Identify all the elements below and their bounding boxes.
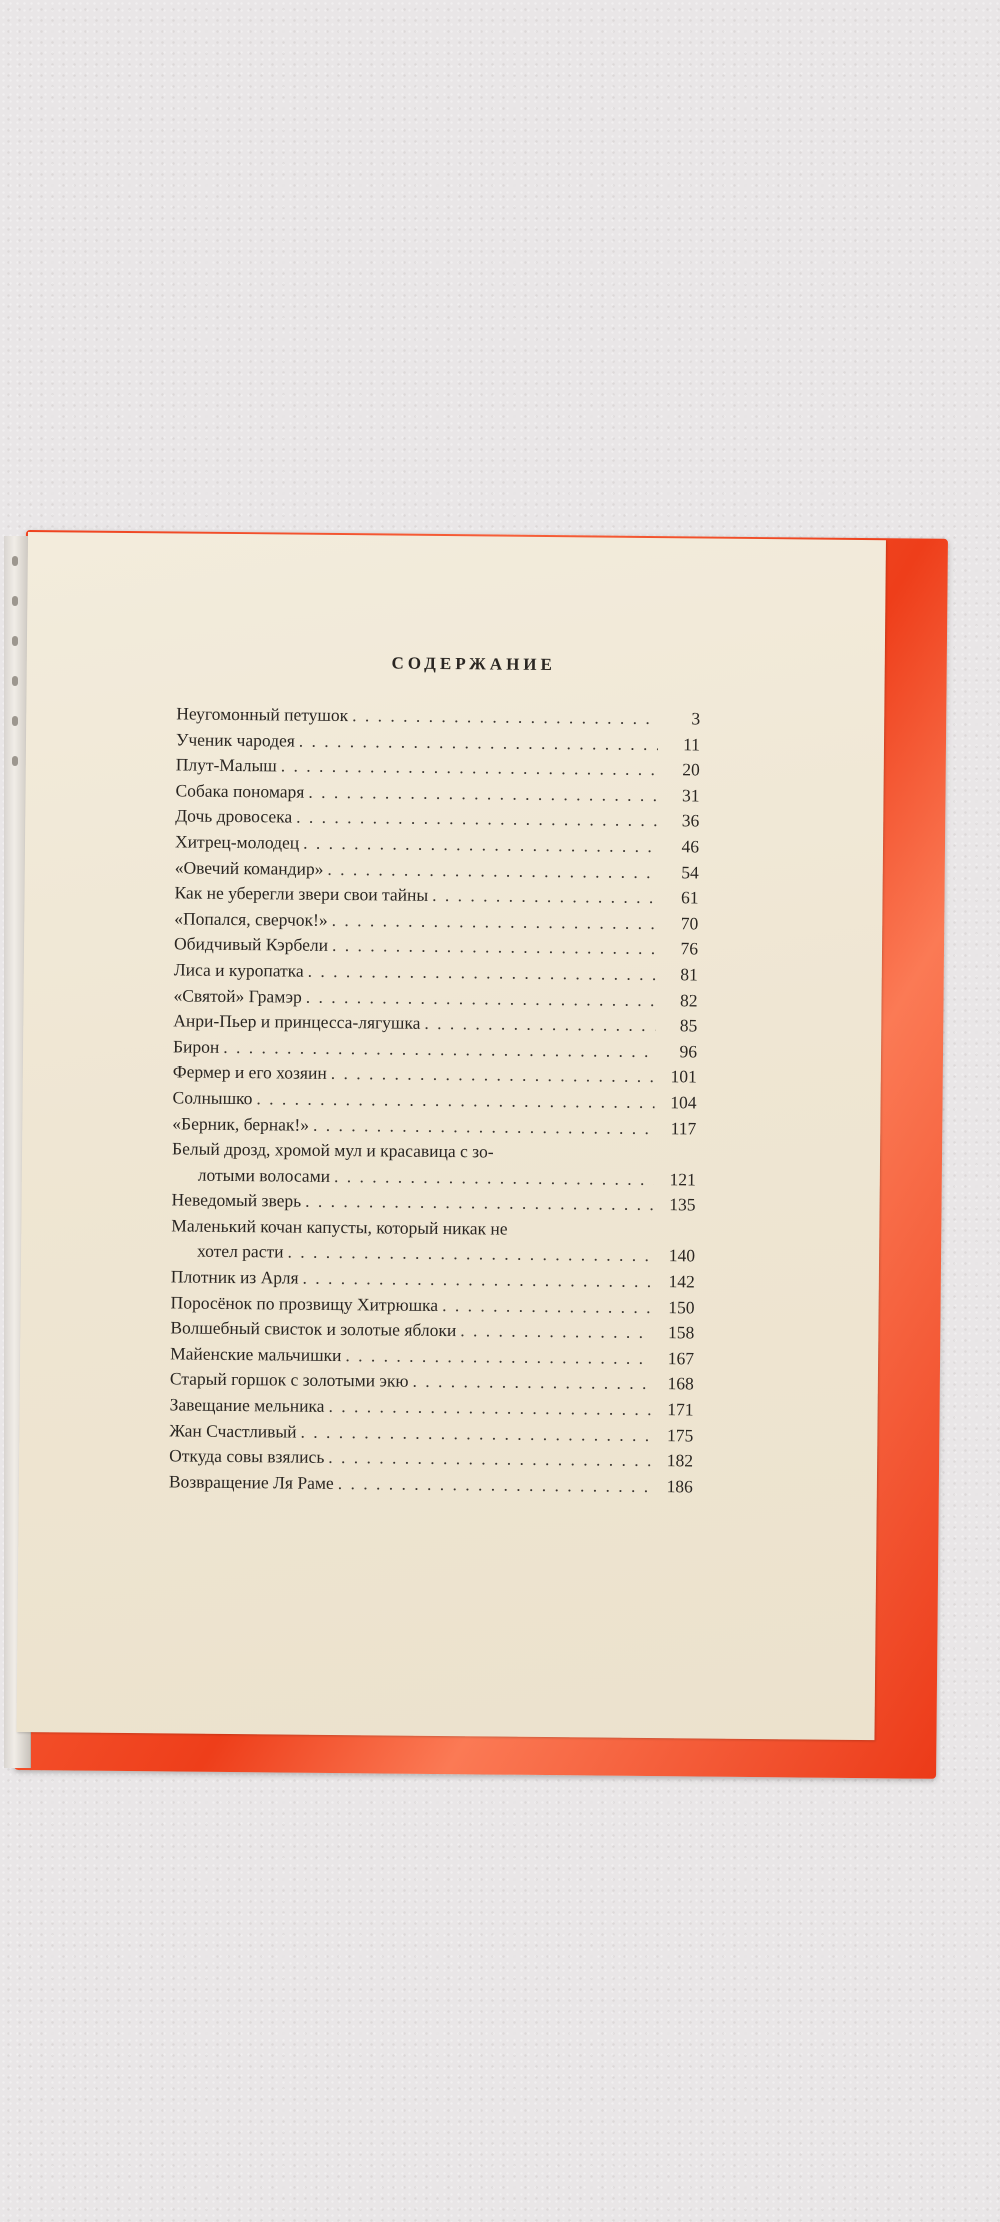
toc-entry-page: 104 [670,1092,697,1113]
toc-leader-dots [299,728,658,757]
toc-leader-dots [287,1240,653,1269]
toc-entry-title: Жан Счастливый [169,1420,297,1442]
toc-entry-page: 150 [668,1296,695,1318]
toc-entry-page: 168 [667,1373,694,1394]
toc-entry-page: 158 [668,1322,695,1343]
toc-entry-title: Фермер и его хозяин [172,1061,327,1084]
toc-entry-page: 11 [683,733,701,755]
toc-leader-dots [442,1293,653,1321]
toc-entry-page: 101 [670,1066,697,1087]
toc-leader-dots [424,1011,655,1039]
toc-entry-title: «Берник, бернак!» [172,1112,310,1135]
toc-entry-page: 117 [670,1117,697,1138]
binding-hole [12,756,18,766]
toc-entry-page: 140 [668,1245,696,1266]
toc-entry [169,1469,693,1500]
toc-entry-title: Завещание мельника [169,1394,325,1416]
toc-entry-title: Дочь дровосека [175,805,293,827]
toc-entry-title: «Попался, сверчок!» [174,908,328,930]
toc-entry-page: 142 [668,1271,695,1292]
toc-leader-dots [302,1266,652,1295]
toc-entry-page: 61 [680,887,699,908]
toc-entry-title: Бирон [172,1036,220,1057]
toc-leader-dots [306,984,656,1013]
toc-entry-title: Маленький кочан капусты, который никак не [171,1215,508,1239]
toc-entry-page: 167 [667,1348,695,1369]
toc-entry-title: Неугомонный петушок [176,703,349,726]
toc-entry-title: Плут-Малыш [175,754,277,776]
toc-leader-dots [328,1445,651,1474]
book-page [16,532,885,1740]
toc-entry-page: 85 [679,1015,698,1036]
toc-entry-title: Плотник из Арля [170,1266,299,1288]
table-of-contents [169,651,701,1499]
toc-entry-page: 20 [682,759,700,780]
toc-leader-dots [352,703,658,732]
toc-leader-dots [305,1189,654,1218]
toc-entry-page: 3 [691,708,701,729]
toc-leader-dots [281,754,658,783]
toc-leader-dots [432,883,657,911]
toc-leader-dots [313,1112,655,1141]
toc-entry [171,1213,695,1269]
toc-entry-title: Майенские мальчишки [170,1343,342,1365]
toc-entry-title: Анри-Пьер и принцесса-лягушка [173,1010,421,1033]
toc-entry-title: Хитрец-молодец [174,831,300,853]
binding-hole [12,676,18,686]
toc-leader-dots [460,1318,652,1345]
toc-list [169,701,701,1499]
toc-leader-dots [332,933,656,962]
toc-leader-dots [338,1471,651,1500]
toc-entry-title: Лиса и куропатка [173,959,304,981]
toc-entry-title: Солнышко [172,1087,253,1109]
toc-entry-page: 70 [680,913,699,934]
toc-entry-title: Возвращение Ля Раме [168,1471,334,1493]
toc-entry-title: Обидчивый Кэрбели [173,933,329,956]
toc-leader-dots [332,908,657,937]
toc-entry-title: «Святой» Грамэр [173,984,302,1007]
toc-entry-title: лотыми волосами [197,1164,331,1186]
toc-entry-page: 46 [681,836,700,857]
toc-leader-dots [345,1343,652,1372]
toc-entry-page: 96 [679,1040,698,1062]
toc-entry-title: Неведомый зверь [171,1189,302,1211]
toc-leader-dots [308,959,656,988]
toc-entry-title: Волшебный свисток и золотые яблоки [170,1317,457,1341]
toc-entry-page: 121 [669,1168,696,1190]
toc-entry [172,1137,696,1193]
toc-leader-dots [327,856,657,885]
toc-leader-dots [412,1369,652,1397]
toc-leader-dots [308,779,657,808]
toc-entry-page: 186 [666,1475,693,1497]
toc-entry-page: 54 [681,861,699,883]
binding-hole [12,556,18,566]
toc-entry-title: хотел расти [197,1241,284,1262]
toc-leader-dots [328,1394,651,1423]
toc-entry-title: Собака пономаря [175,780,305,802]
toc-heading: СОДЕРЖАНИЕ [391,653,557,675]
toc-entry-page: 82 [679,989,698,1010]
toc-entry-title: Старый горшок с золотыми экю [169,1368,409,1392]
toc-leader-dots [300,1419,651,1448]
toc-entry-page: 182 [666,1450,694,1471]
toc-entry-page: 76 [680,938,699,959]
toc-entry-title: «Овечий командир» [174,856,324,879]
toc-entry-page: 81 [680,964,698,985]
toc-entry-title: Откуда совы взялись [169,1445,325,1468]
toc-leader-dots [296,805,657,834]
binding-hole [12,596,18,606]
toc-entry-title: Поросёнок по прозвищу Хитрюшка [170,1292,439,1315]
toc-leader-dots [303,831,657,860]
toc-entry-page: 36 [681,810,700,831]
toc-entry-title: Белый дрозд, хромой мул и красавица с зо- [171,1138,494,1162]
toc-entry-page: 175 [667,1424,694,1446]
toc-entry-page: 171 [667,1399,694,1420]
toc-entry-page: 31 [681,785,700,806]
binding-hole [12,636,18,646]
binding-hole [12,716,18,726]
toc-entry-title: Как не уберегли звери свои тайны [174,882,429,906]
toc-leader-dots [256,1086,654,1115]
toc-leader-dots [334,1164,654,1193]
toc-leader-dots [331,1061,655,1090]
toc-entry-page: 135 [669,1194,696,1215]
toc-entry-title: Ученик чародея [175,729,295,751]
